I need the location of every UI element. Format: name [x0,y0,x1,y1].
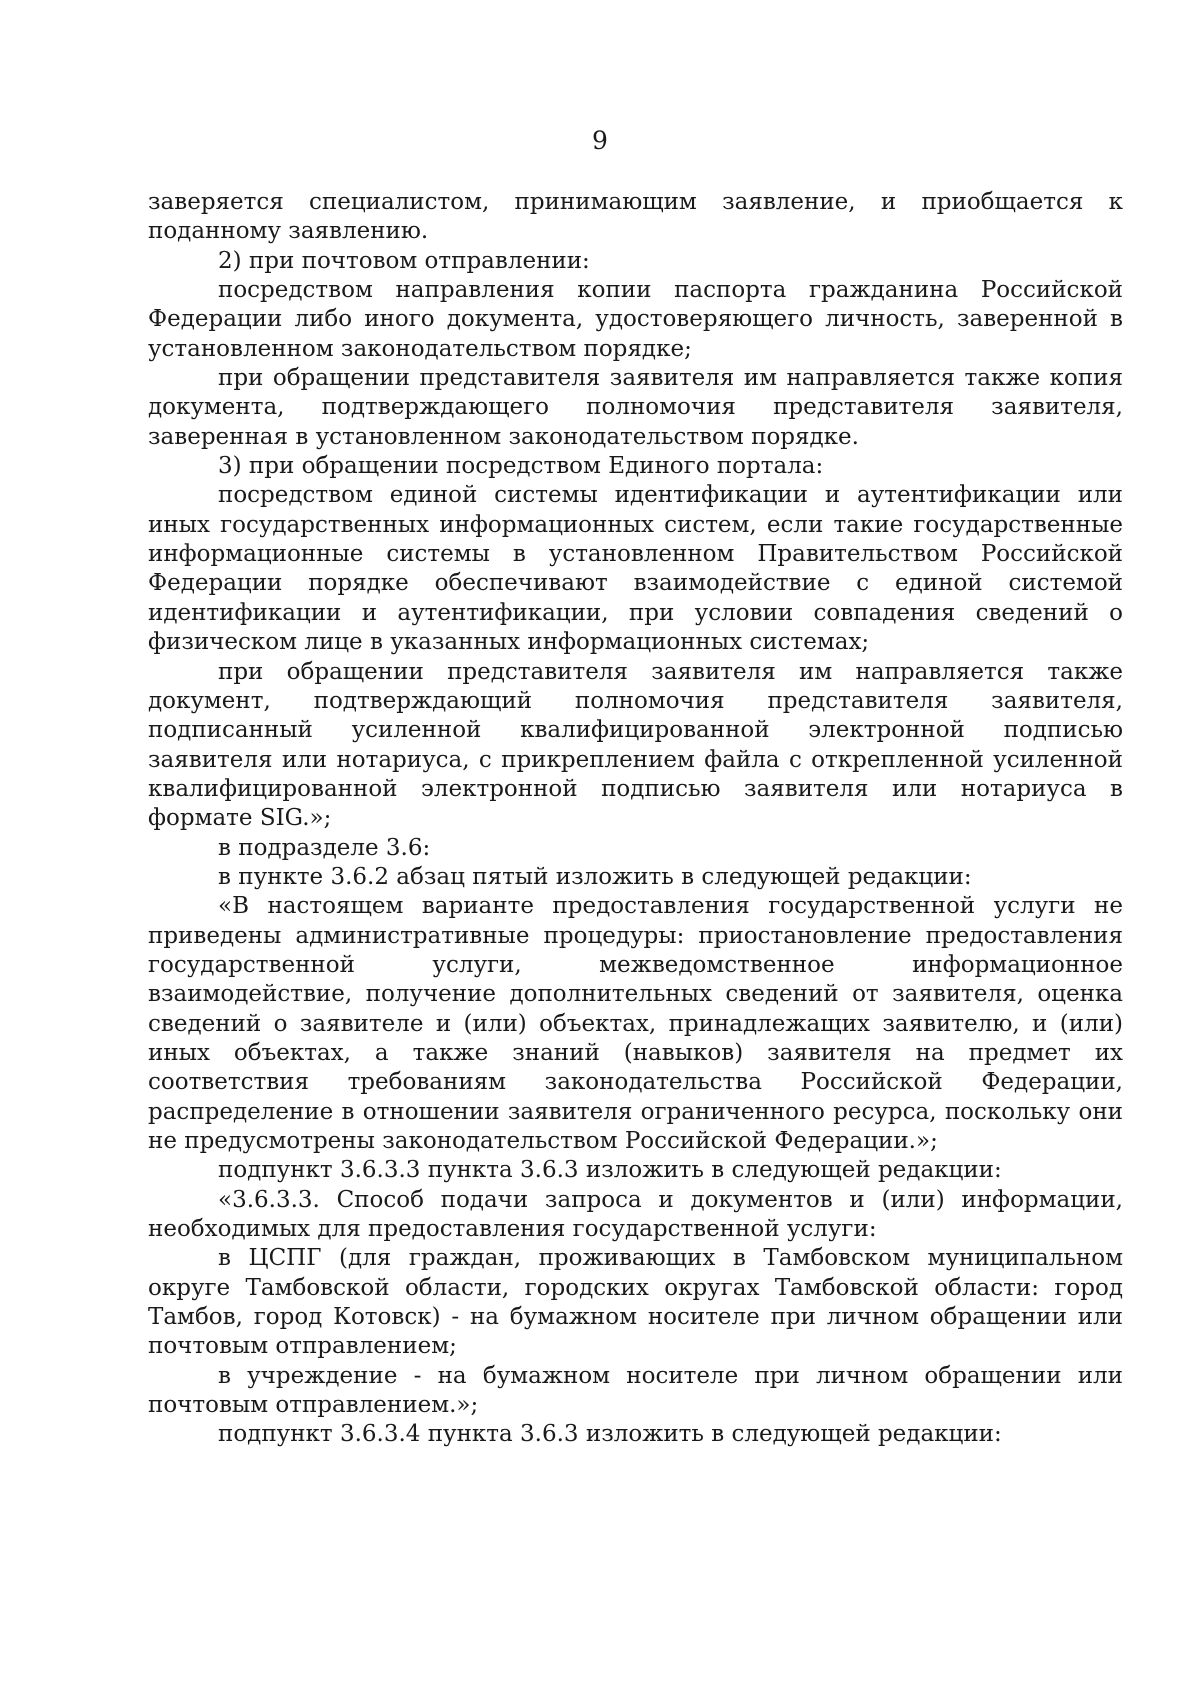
paragraph: в подразделе 3.6: [218,834,431,861]
paragraph: в пункте 3.6.2 абзац пятый изложить в следующей редакции: [218,863,972,890]
paragraph: 3) при обращении посредством Единого портала: [218,453,824,480]
paragraph: в ЦСПГ (для граждан, проживающих в Тамбовском муниципальном округе Тамбовской области, городских округах Тамбовской области: город Тамбов, город Котовск) - на бумажном носителе при личном обращении или почтовым отправлением; [148,1245,1123,1360]
paragraph: при обращении представителя заявителя им направляется также документ, подтверждающий полномочия представителя заявителя, подписанный усиленной квалифицированной электронной подписью заявителя или нотариуса, с прикреплением файла с открепленной усиленной квалифицированной электронной подписью заявителя или нотариуса в формате SIG.»; [148,658,1123,832]
paragraph: 2) при почтовом отправлении: [218,247,590,274]
paragraph: при обращении представителя заявителя им направляется также копия документа, подтверждающего полномочия представителя заявителя, заверенная в установленном законодательством порядке. [148,365,1123,450]
paragraph: подпункт 3.6.3.4 пункта 3.6.3 изложить в следующей редакции: [218,1421,1002,1448]
paragraph: в учреждение - на бумажном носителе при личном обращении или почтовым отправлением.»; [148,1362,1123,1419]
paragraph: посредством направления копии паспорта гражданина Российской Федерации либо иного документа, удостоверяющего личность, заверенной в установленном законодательством порядке; [148,277,1123,362]
document-body [148,188,1123,1450]
page-number: 9 [592,126,608,155]
paragraph: подпункт 3.6.3.3 пункта 3.6.3 изложить в следующей редакции: [218,1157,1002,1184]
paragraph: «3.6.3.3. Способ подачи запроса и документов и (или) информации, необходимых для предоставления государственной услуги: [148,1186,1123,1243]
paragraph: «В настоящем варианте предоставления государственной услуги не приведены административные процедуры: приостановление предоставления государственной услуги, межведомственное информационное взаимодействие, получение дополнительных сведений от заявителя, оценка сведений о заявителе и (или) объектах, принадлежащих заявителю, и (или) иных объектах, а также знаний (навыков) заявителя на предмет их соответствия требованиям законодательства Российской Федерации, распределение в отношении заявителя ограниченного ресурса, поскольку они не предусмотрены законодательством Российской Федерации.»; [148,893,1123,1154]
paragraph: посредством единой системы идентификации и аутентификации или иных государственных информационных систем, если такие государственные информационные системы в установленном Правительством Российской Федерации порядке обеспечивают взаимодействие с единой системой идентификации и аутентификации, при условии совпадения сведений о физическом лице в указанных информационных системах; [148,482,1123,656]
paragraph: заверяется специалистом, принимающим заявление, и приобщается к поданному заявлению. [148,189,1123,245]
